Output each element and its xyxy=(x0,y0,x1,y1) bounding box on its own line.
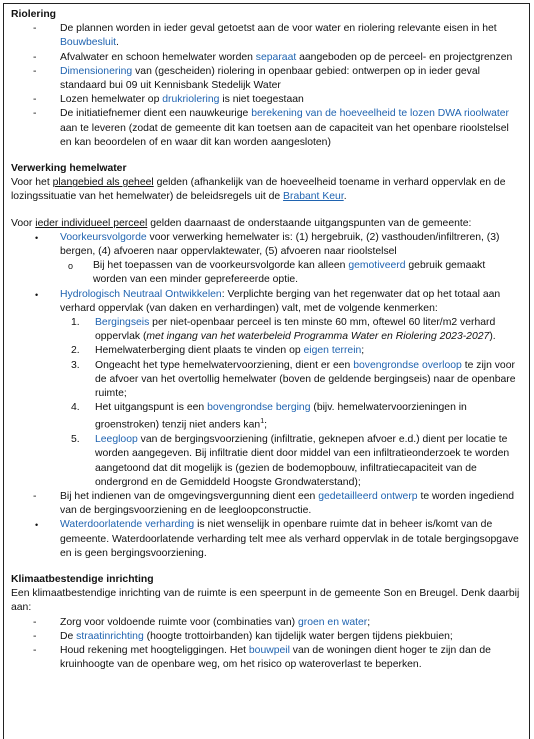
underlined-term: plangebied als geheel xyxy=(52,177,154,189)
list-item-text: Hemelwaterberging dient plaats te vinden op eigen terrein; xyxy=(95,345,365,357)
italic-note: met ingang van het waterbeleid Programma Water en Riolering 2023-2027 xyxy=(146,331,490,343)
highlight-term: Leegloop xyxy=(95,434,138,446)
list-item xyxy=(11,490,521,518)
list-item xyxy=(11,231,521,259)
list-item xyxy=(11,288,521,316)
list-item-text: Afvalwater en schoon hemelwater worden separaat aangeboden op de perceel- en projectgrenzen xyxy=(60,51,513,63)
numbered-item xyxy=(11,433,521,490)
list-item-text: Bergingseis per niet-openbaar perceel is ten minste 60 mm, oftewel 60 liter/m2 verhard oppervlak (met ingang van het waterbeleid Programma Water en Riolering 2023-2027). xyxy=(95,317,496,343)
bullet-marker: • xyxy=(35,289,39,300)
list-item-text: Het uitgangspunt is een bovengrondse berging (bijv. hemelwatervoorzieningen in groenstroken) tenzij niet anders kan$^1$; xyxy=(95,402,467,431)
list-item-text: Dimensionering van (gescheiden) riolering in openbaar gebied: ontwerpen op in ieder geval standaard bui 09 uit Kennisbank Stedelijk Water xyxy=(60,65,480,92)
paragraph-intro: Voor het plangebied als geheel gelden (afhankelijk van de hoeveelheid toename in verhard oppervlak en de lozingssituatie van het hemelwater) de beleidsregels uit de Brabant Keur. xyxy=(11,177,506,203)
dash-marker: - xyxy=(33,94,37,106)
highlight-term: Bergingseis xyxy=(95,317,150,329)
highlight-term: Hydrologisch Neutraal Ontwikkelen xyxy=(60,288,222,300)
paragraph-klimaat-intro: Een klimaatbestendige inrichting van de ruimte is een speerpunt in de gemeente Son en Breugel. Denk daarbij aan: xyxy=(11,588,520,614)
list-item xyxy=(11,616,521,630)
list-item xyxy=(11,93,521,107)
list-item xyxy=(11,65,521,93)
numbered-item xyxy=(11,359,521,402)
highlight-term: bovengrondse overloop xyxy=(353,359,462,371)
dash-marker: - xyxy=(33,65,37,77)
document-content xyxy=(11,8,521,672)
sub-list-item xyxy=(11,259,521,287)
list-item-text: De plannen worden in ieder geval getoetst aan de voor water en riolering relevante eisen in het Bouwbesluit. xyxy=(60,23,497,49)
dash-marker: - xyxy=(33,51,37,63)
highlight-term: eigen terrein xyxy=(303,345,362,357)
list-item-text: Voorkeursvolgorde voor verwerking hemelwater is: (1) hergebruik, (2) vasthouden/infiltreren, (3) bergen, (4) afvoeren naar oppervlaktewater, (5) afvoeren naar rioolstelsel xyxy=(60,231,500,258)
list-item-text: Lozen hemelwater op drukriolering is niet toegestaan xyxy=(60,94,304,106)
section-heading-riolering: Riolering xyxy=(11,9,57,20)
dash-marker: - xyxy=(33,630,37,642)
brabant-keur-link[interactable]: Brabant Keur xyxy=(283,191,344,203)
highlight-term: berekening van de hoeveelheid te lozen DWA rioolwater xyxy=(251,108,509,120)
list-item-text: Bij het toepassen van de voorkeursvolgorde kan alleen gemotiveerd gebruik gemaakt worden van een minder geprefereerde optie. xyxy=(93,260,486,286)
highlight-term: gemotiveerd xyxy=(348,260,406,272)
list-item xyxy=(11,22,521,50)
footnote-ref[interactable]: 1 xyxy=(260,418,265,426)
highlight-term: straatinrichting xyxy=(76,630,144,642)
list-item-text: Houd rekening met hoogteliggingen. Het bouwpeil van de woningen dient hoger te zijn dan de kruinhoogte van de openbare weg, om het risico op wateroverlast te beperken. xyxy=(60,645,491,671)
bullet-marker: • xyxy=(35,520,39,531)
item-number: 3. xyxy=(71,359,80,371)
list-item-text: Bij het indienen van de omgevingsvergunning dient een gedetailleerd ontwerp te worden ingediend van de bergingsvoorziening en de leegloopconstructie. xyxy=(60,490,515,517)
paragraph-perceel: Voor ieder individueel perceel gelden daarnaast de onderstaande uitgangspunten van de gemeente: xyxy=(11,217,472,229)
bullet-marker: • xyxy=(35,232,39,243)
highlight-term: bovengrondse berging xyxy=(207,402,311,414)
highlight-term: gedetailleerd ontwerp xyxy=(318,490,418,502)
list-item-text: Hydrologisch Neutraal Ontwikkelen: Verplichte berging van het regenwater dat op het totaal aan verhard oppervlak (van daken en verhardingen) valt, met de volgende kenmerken: xyxy=(60,288,501,314)
list-item-text: De straatinrichting (hoogte trottoirbanden) kan tijdelijk water bergen tijdens piekbuien; xyxy=(60,630,453,642)
highlight-term: groen en water xyxy=(297,616,368,628)
item-number: 4. xyxy=(71,402,80,414)
section-heading-hemelwater: Verwerking hemelwater xyxy=(11,163,127,175)
list-item xyxy=(11,51,521,65)
dash-marker: - xyxy=(33,108,37,120)
dash-marker: - xyxy=(33,490,37,502)
list-item xyxy=(11,518,521,561)
highlight-term: drukriolering xyxy=(162,94,220,106)
numbered-item xyxy=(11,401,521,433)
list-item-text: De initiatiefnemer dient een nauwkeurige berekening van de hoeveelheid te lozen DWA rioolwater aan te leveren (zodat de gemeente dit kan toetsen aan de capaciteit van het openbare rioolstelsel en kan beoordelen of en waar dit kan worden aangesloten) xyxy=(60,108,509,148)
list-item-text: Zorg voor voldoende ruimte voor (combinaties van) groen en water; xyxy=(60,616,371,628)
underlined-term: ieder individueel perceel xyxy=(35,217,148,229)
list-item-text: Leegloop van de bergingsvoorziening (infiltratie, geknepen afvoer e.d.) dient per locatie te worden aangegeven. Bij infiltratie dient door middel van een infiltratieonderzoek te worden aangetoond dat dit mogelijk is (gezien de bodemopbouw, infiltratiecapaciteit van de ondergrond en de Gemiddeld Hoogste Grondwaterstand); xyxy=(95,434,510,488)
dash-marker: - xyxy=(33,645,37,656)
item-number: 5. xyxy=(71,434,80,446)
highlight-term: Dimensionering xyxy=(60,65,133,77)
list-item-text: Ongeacht het type hemelwatervoorziening, dient er een bovengrondse overloop te zijn voor de afvoer van het overtollig hemelwater (boven de geldende bergingseis) naar de openbare ruimte; xyxy=(95,359,516,400)
dash-marker: - xyxy=(33,23,37,35)
list-item-text: Waterdoorlatende verharding is niet wenselijk in openbare ruimte dat in beheer is/komt van de gemeente. Waterdoorlatende verharding telt mee als verhard oppervlak in de totale bergingsopgave en is geen bergingsvoorziening. xyxy=(60,519,519,559)
dash-marker: - xyxy=(33,616,37,628)
list-item xyxy=(11,630,521,644)
highlight-term: Bouwbesluit xyxy=(60,37,117,49)
sub-bullet-marker: o xyxy=(68,261,74,272)
list-item xyxy=(11,644,521,672)
item-number: 2. xyxy=(71,345,80,357)
numbered-item xyxy=(11,344,521,358)
highlight-term: Waterdoorlatende verharding xyxy=(60,519,195,531)
item-number: 1. xyxy=(71,317,80,329)
highlight-term: Voorkeursvolgorde xyxy=(60,231,147,243)
numbered-item xyxy=(11,316,521,344)
highlight-term: bouwpeil xyxy=(248,645,290,656)
list-item xyxy=(11,107,521,150)
highlight-term: separaat xyxy=(255,51,297,63)
section-heading-klimaat: Klimaatbestendige inrichting xyxy=(11,573,154,585)
